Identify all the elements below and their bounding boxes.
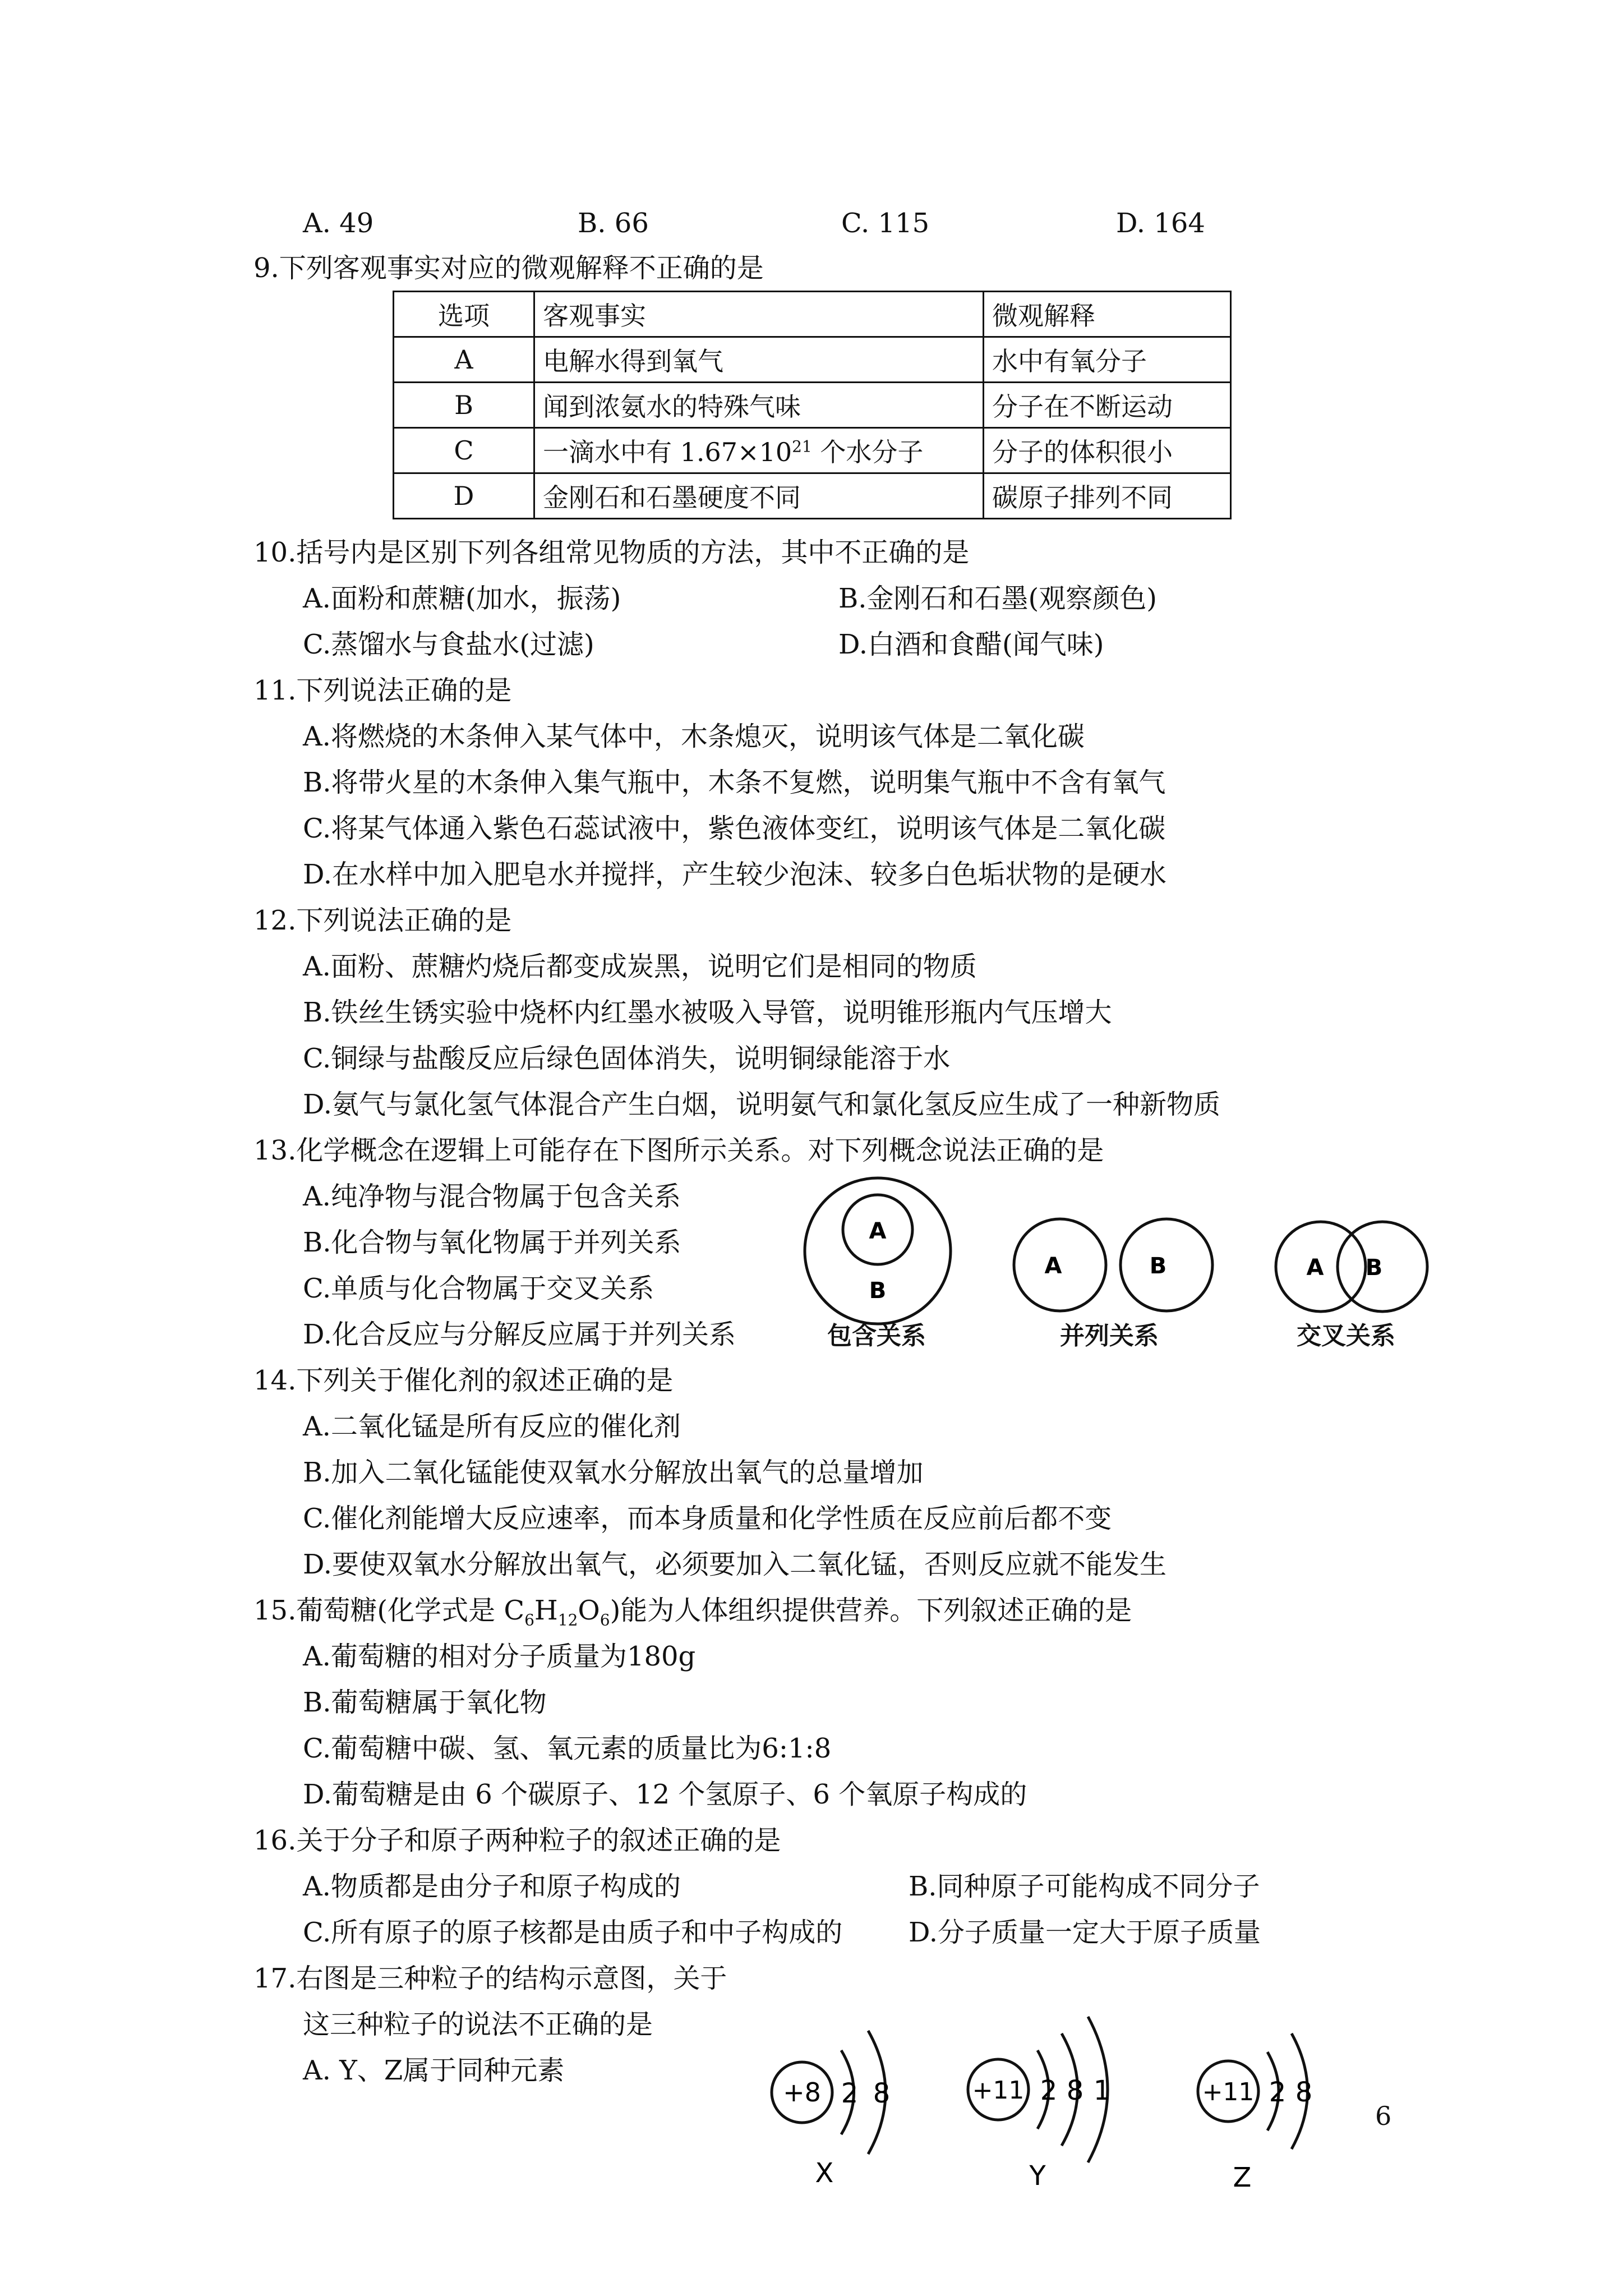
q16-option-b: B.同种原子可能构成不同分子 <box>909 1871 1260 1902</box>
shell-electrons: 8 <box>1066 2075 1084 2106</box>
stem-text: O <box>578 1595 600 1626</box>
q13-option-b: B.化合物与氧化物属于并列关系 <box>303 1227 681 1258</box>
atom-label-y: Y <box>1029 2160 1046 2188</box>
atom-y <box>968 2017 1110 2162</box>
q11-stem: 11.下列说法正确的是 <box>253 675 512 706</box>
nucleus-charge: +8 <box>783 2077 821 2108</box>
q13-stem: 13.化学概念在逻辑上可能存在下图所示关系。对下列概念说法正确的是 <box>253 1135 1104 1166</box>
q8-option-a: A. 49 <box>303 208 374 239</box>
atom-label-z: Z <box>1233 2162 1252 2188</box>
q15-option-a: A.葡萄糖的相对分子质量为180g <box>303 1641 696 1672</box>
q16-option-c: C.所有原子的原子核都是由质子和中子构成的 <box>303 1917 843 1948</box>
shell-electrons: 2 <box>841 2078 859 2109</box>
exponent: 21 <box>792 437 812 456</box>
atom-structure-diagram <box>763 1997 1357 2188</box>
subscript: 12 <box>557 1611 578 1630</box>
label-a: A <box>1044 1253 1062 1279</box>
q9-table <box>393 291 1232 519</box>
q8-option-b: B. 66 <box>578 208 649 239</box>
shell-electrons: 2 <box>1269 2077 1287 2108</box>
atom-z <box>1198 2033 1312 2149</box>
q11-option-c: C.将某气体通入紫色石蕊试液中，紫色液体变红，说明该气体是二氧化碳 <box>303 813 1166 844</box>
q8-option-c: C. 115 <box>841 208 930 239</box>
q14-option-b: B.加入二氧化锰能使双氧水分解放出氧气的总量增加 <box>303 1457 924 1488</box>
q10-option-c: C.蒸馏水与食盐水(过滤) <box>303 629 594 660</box>
q14-option-a: A.二氧化锰是所有反应的催化剂 <box>303 1411 681 1442</box>
table-row <box>394 337 1231 383</box>
table-cell: 电解水得到氧气 <box>534 337 984 383</box>
table-cell: 水中有氧分子 <box>984 337 1231 383</box>
q16-stem: 16.关于分子和原子两种粒子的叙述正确的是 <box>253 1825 781 1856</box>
table-cell: 碳原子排列不同 <box>984 473 1231 519</box>
q12-option-b: B.铁丝生锈实验中烧杯内红墨水被吸入导管，说明锥形瓶内气压增大 <box>303 997 1112 1028</box>
table-cell: 闻到浓氨水的特殊气味 <box>534 383 984 428</box>
table-cell: B <box>394 383 534 428</box>
q13-option-d: D.化合反应与分解反应属于并列关系 <box>303 1319 736 1350</box>
stem-text: )能为人体组织提供营养。下列叙述正确的是 <box>610 1595 1132 1626</box>
table-header-cell: 微观解释 <box>984 292 1231 337</box>
label-b: B <box>1149 1253 1167 1279</box>
q10-option-a: A.面粉和蔗糖(加水，振荡) <box>303 583 621 614</box>
table-cell: D <box>394 473 534 519</box>
nucleus-charge: +11 <box>1202 2078 1255 2106</box>
shell-electrons: 2 <box>1040 2075 1058 2106</box>
q9-stem: 9.下列客观事实对应的微观解释不正确的是 <box>253 252 764 284</box>
stem-text: H <box>534 1595 558 1626</box>
table-cell: C <box>394 428 534 473</box>
q15-option-b: B.葡萄糖属于氧化物 <box>303 1687 547 1718</box>
page-number: 6 <box>1375 2101 1392 2131</box>
caption-intersection: 交叉关系 <box>1297 1322 1395 1350</box>
containment-diagram <box>805 1178 951 1324</box>
nucleus-charge: +11 <box>972 2076 1025 2105</box>
q11-option-b: B.将带火星的木条伸入集气瓶中，木条不复燃，说明集气瓶中不含有氧气 <box>303 767 1166 798</box>
caption-containment: 包含关系 <box>827 1322 926 1350</box>
table-row <box>394 383 1231 428</box>
q10-option-d: D.白酒和食醋(闻气味) <box>838 629 1104 660</box>
stem-text: 15.葡萄糖(化学式是 C <box>253 1595 525 1626</box>
q12-option-a: A.面粉、蔗糖灼烧后都变成炭黑，说明它们是相同的物质 <box>303 951 977 982</box>
label-b: B <box>1365 1255 1383 1281</box>
table-cell: A <box>394 337 534 383</box>
q15-option-d: D.葡萄糖是由 6 个碳原子、12 个氢原子、6 个氧原子构成的 <box>303 1779 1027 1810</box>
caption-parallel: 并列关系 <box>1060 1322 1159 1350</box>
q17-stem-line2: 这三种粒子的说法不正确的是 <box>303 2009 653 2040</box>
subscript: 6 <box>524 1611 534 1630</box>
parallel-diagram <box>1014 1219 1212 1311</box>
label-a: A <box>869 1218 887 1244</box>
table-row <box>394 473 1231 519</box>
q13-option-c: C.单质与化合物属于交叉关系 <box>303 1273 654 1304</box>
q13-option-a: A.纯净物与混合物属于包含关系 <box>303 1181 681 1212</box>
intersection-diagram <box>1276 1222 1427 1312</box>
q11-option-a: A.将燃烧的木条伸入某气体中，木条熄灭，说明该气体是二氧化碳 <box>303 721 1085 752</box>
q10-option-b: B.金刚石和石墨(观察颜色) <box>838 583 1157 614</box>
q8-option-d: D. 164 <box>1116 208 1205 239</box>
table-header-cell: 选项 <box>394 292 534 337</box>
fact-text: 个水分子 <box>811 437 924 467</box>
table-cell <box>534 428 984 473</box>
q12-stem: 12.下列说法正确的是 <box>253 905 512 936</box>
q14-stem: 14.下列关于催化剂的叙述正确的是 <box>253 1365 674 1396</box>
table-cell: 金刚石和石墨硬度不同 <box>534 473 984 519</box>
q14-option-c: C.催化剂能增大反应速率，而本身质量和化学性质在反应前后都不变 <box>303 1503 1112 1534</box>
table-row <box>394 428 1231 473</box>
q16-option-d: D.分子质量一定大于原子质量 <box>909 1917 1261 1948</box>
shell-electrons: 8 <box>1295 2077 1313 2108</box>
subscript: 6 <box>600 1611 610 1630</box>
table-cell: 分子在不断运动 <box>984 383 1231 428</box>
q17-option-a: A. Y、Z属于同种元素 <box>303 2055 565 2086</box>
table-cell: 分子的体积很小 <box>984 428 1231 473</box>
label-b: B <box>869 1278 887 1304</box>
label-a: A <box>1306 1255 1324 1281</box>
q15-stem <box>253 1594 1132 1637</box>
table-header-row <box>394 292 1231 337</box>
q10-stem: 10.括号内是区别下列各组常见物质的方法，其中不正确的是 <box>253 537 970 568</box>
q12-option-d: D.氨气与氯化氢气体混合产生白烟，说明氨气和氯化氢反应生成了一种新物质 <box>303 1089 1221 1120</box>
atom-x <box>772 2031 890 2154</box>
q11-option-d: D.在水样中加入肥皂水并搅拌，产生较少泡沫、较多白色垢状物的是硬水 <box>303 859 1167 890</box>
q12-option-c: C.铜绿与盐酸反应后绿色固体消失，说明铜绿能溶于水 <box>303 1043 951 1074</box>
atom-label-x: X <box>815 2157 834 2188</box>
shell-electrons: 1 <box>1093 2075 1111 2106</box>
fact-text: 一滴水中有 1.67×10 <box>543 437 792 467</box>
q15-option-c: C.葡萄糖中碳、氢、氧元素的质量比为6:1:8 <box>303 1733 832 1764</box>
shell-electrons: 8 <box>873 2078 891 2109</box>
q16-option-a: A.物质都是由分子和原子构成的 <box>303 1871 681 1902</box>
q14-option-d: D.要使双氧水分解放出氧气，必须要加入二氧化锰，否则反应就不能发生 <box>303 1549 1167 1580</box>
table-header-cell: 客观事实 <box>534 292 984 337</box>
q17-stem-line1: 17.右图是三种粒子的结构示意图，关于 <box>253 1963 727 1994</box>
